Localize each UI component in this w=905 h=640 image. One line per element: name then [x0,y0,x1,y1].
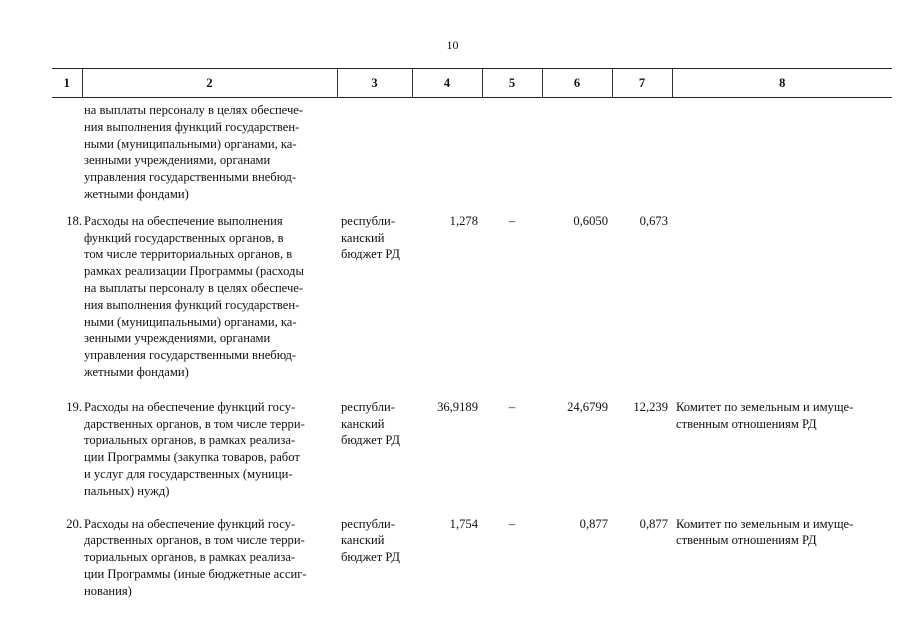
row-number: 18. [66,213,82,228]
column-header: 1 [52,69,82,98]
table-row [52,500,892,600]
expense-description: Расходы на обеспечение функций госу- дарственных органов, в том числе терри- ториальных органов, в рамках реализа- ции Программы (закупка товаров, работ и услуг для государственных (муници- пальных) нужд) [84,399,305,498]
amount-col6: 24,6799 [567,399,608,414]
amount-col7: 12,239 [633,399,668,414]
amount-col7: 0,673 [639,213,668,228]
amount-col7 [612,98,672,203]
column-header: 2 [82,69,337,98]
responsible-party: Комитет по земельным и имуще- ственным отношениям РД [676,516,854,548]
amount-total: 1,278 [449,213,478,228]
column-header: 4 [412,69,482,98]
column-header: 7 [612,69,672,98]
column-header: 8 [672,69,892,98]
row-number [52,98,82,203]
amount-col6: 0,877 [579,516,608,531]
amount-total [412,98,482,203]
table-row [52,98,892,203]
amount-col6 [542,98,612,203]
table-header-row [52,69,892,98]
expense-description: на выплаты персоналу в целях обеспече- ния выполнения функций государствен- ными (муниципальными) органами, ка- зенными учреждениями, органами управления государственными внебюд- жетными фондами) [84,103,304,201]
amount-col5: – [508,516,516,531]
amount-col5: – [508,399,516,414]
amount-total: 1,754 [449,516,478,531]
row-number: 19. [66,399,82,414]
budget-table [52,68,892,600]
funding-source: республи- канский бюджет РД [341,516,401,565]
amount-col5 [482,98,542,203]
column-header: 3 [337,69,412,98]
expense-description: Расходы на обеспечение выполнения функций государственных органов, в том числе территориальных органов, в рамках реализации Программы (расходы на выплаты персоналу в целях обеспече- ния выполнения функций государствен- ными (муниципальными) органами, ка- зенными учреждениями, органами управления государственными внебюд- жетными фондами) [84,213,304,379]
amount-col7: 0,877 [639,516,668,531]
page-number: 10 [446,38,459,52]
funding-source: республи- канский бюджет РД [341,399,401,448]
amount-total: 36,9189 [437,399,478,414]
expense-description: Расходы на обеспечение функций госу- дарственных органов, в том числе терри- ториальных органов, в рамках реализа- ции Программы (иные бюджетные ассиг- нования) [84,516,307,598]
column-header: 5 [482,69,542,98]
column-header: 6 [542,69,612,98]
table-row [52,203,892,381]
table-row [52,381,892,500]
row-number: 20. [66,516,82,531]
responsible-party: Комитет по земельным и имуще- ственным отношениям РД [676,399,854,431]
amount-col6: 0,6050 [573,213,608,228]
amount-col5: – [508,213,516,228]
funding-source: республи- канский бюджет РД [341,213,401,262]
